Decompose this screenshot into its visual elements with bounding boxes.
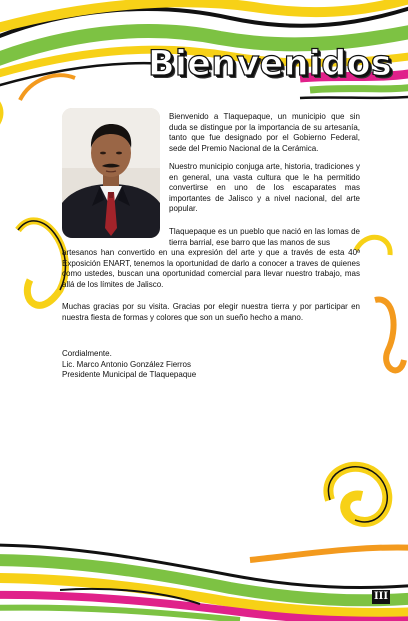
signature-block (62, 349, 196, 381)
signature-role: Presidente Municipal de Tlaquepaque (62, 370, 197, 380)
page-title: Bienvenidos (148, 44, 393, 84)
thanks-paragraph: Muchas gracias por su visita. Gracias por elegir nuestra tierra y por participar en nuestra fiesta de formas y colores que son un sueño hecho a mano. (62, 302, 360, 322)
portrait-illustration (62, 108, 160, 238)
town-paragraph-continued: artesanos han convertido en una expresión del arte y que a través de esta 40ª Exposición ENART, tenemos la oportunidad de darlo a conocer a traves de quienes como ustedes, buscan una oportunidad comercial para llevar nuestro trabajo, mas allá de los límites de Jalisco. (62, 248, 360, 289)
page-number: III (373, 591, 389, 602)
culture-paragraph: Nuestro municipio conjuga arte, historia, tradiciones y en general, una vasta cultura que le ha permitido convertirse en uno de los escaparates mas importantes de Jalisco y a nivel nacional, del arte popular. (169, 162, 360, 214)
signature-name: Lic. Marco Antonio González Fierros (62, 359, 191, 369)
portrait-photo (62, 108, 160, 238)
town-paragraph-start: Tlaquepaque es un pueblo que nació en las lomas de tierra barrial, ese barro que las manos de sus (169, 227, 360, 247)
intro-paragraph: Bienvenido a Tlaquepaque, un municipio que sin duda se distingue por la importancia de su artesanía, tanto que fue designado por el Gobierno Federal, sede del Premio Nacional de la Cerámica. (169, 112, 360, 153)
signature-closing: Cordialmente. (62, 349, 112, 358)
